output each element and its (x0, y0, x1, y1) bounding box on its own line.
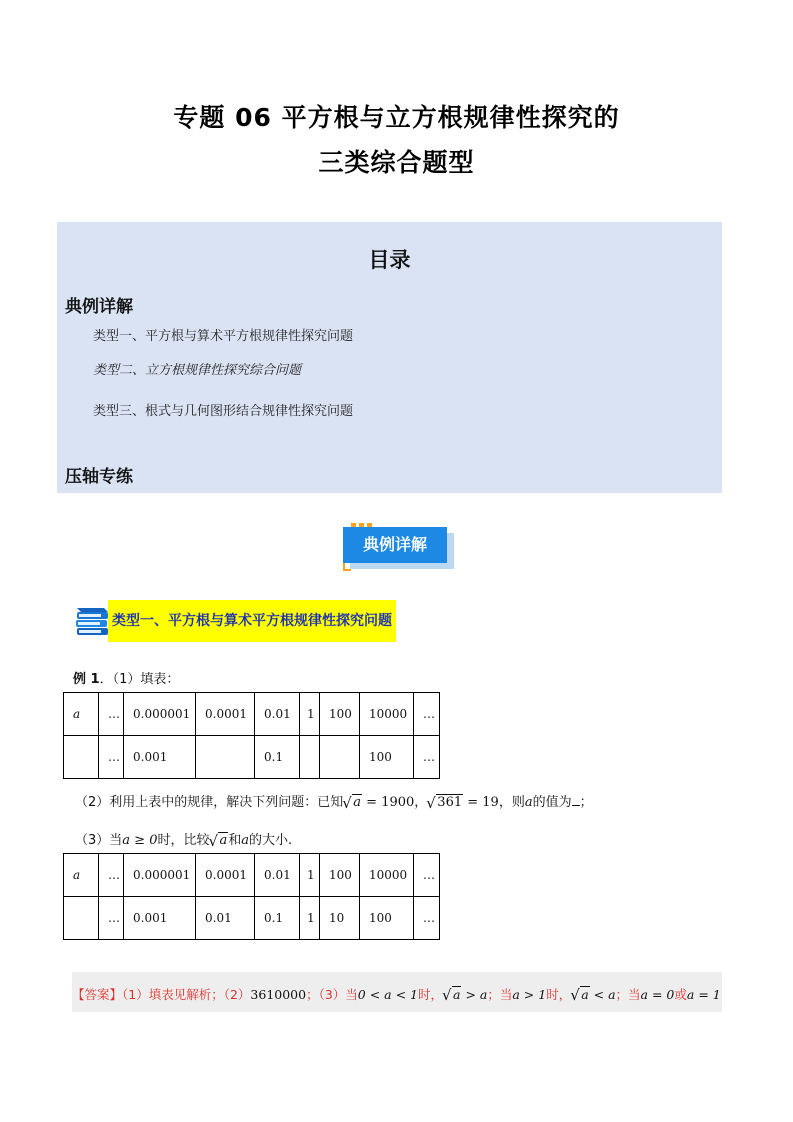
example-part-2 (75, 791, 593, 810)
sqrt-361 (427, 795, 463, 810)
section-badge (343, 523, 455, 571)
table-row (64, 854, 440, 897)
table-cell (64, 897, 99, 940)
sqrt-radicand: 361 (437, 795, 463, 810)
sqrt-radicand: a (353, 795, 362, 810)
example-1-intro (73, 668, 179, 687)
badge-label: 典例详解 (343, 527, 447, 563)
answer-relation: > a (461, 987, 488, 1002)
table-cell: 1 (300, 854, 320, 897)
part-3-text-d: 的大小. (249, 833, 293, 848)
answer-part: 时， (418, 987, 444, 1002)
table-cell: a (64, 854, 99, 897)
solution-table (63, 853, 440, 940)
badge-dots-decoration (351, 523, 373, 527)
example-number: 例 1 (73, 672, 100, 687)
toc-section-examples[interactable]: 典例详解 (65, 297, 133, 317)
answer-condition: a = 1 (686, 987, 721, 1002)
part-3-text-c: 和 (228, 833, 242, 848)
table-cell: 0.000001 (124, 693, 196, 736)
answer-box (72, 972, 722, 1012)
part-2-eq-1: = 1900， (362, 795, 428, 810)
table-of-contents (57, 222, 722, 493)
answer-blank[interactable] (572, 793, 580, 806)
answer-part: ；当 (615, 987, 641, 1002)
table-cell: 0.0001 (196, 693, 255, 736)
table-row (64, 736, 440, 779)
table-cell: … (414, 736, 440, 779)
toc-item-type-2[interactable]: 类型二、立方根规律性探究综合问题 (93, 363, 302, 378)
table-cell-blank[interactable] (196, 736, 255, 779)
badge-corner-decoration (343, 563, 351, 571)
toc-heading: 目录 (368, 248, 411, 272)
sqrt-a (209, 833, 228, 848)
part-2-tail: 的值为 (532, 795, 572, 810)
table-cell: 1 (300, 897, 320, 940)
sqrt-radicand: a (581, 987, 589, 1002)
sqrt-radicand: a (219, 833, 228, 848)
table-cell: 100 (320, 693, 360, 736)
toc-item-type-1[interactable]: 类型一、平方根与算术平方根规律性探究问题 (93, 329, 354, 344)
example-part-1: ．（1）填表： (99, 672, 180, 687)
table-cell: … (99, 736, 124, 779)
answer-part: ；（3）当 (306, 987, 358, 1002)
part-2-eq-2: = 19，则 (463, 795, 525, 810)
part-3-text-b: 时，比较 (157, 833, 210, 848)
page-title-line-1: 专题 06 平方根与立方根规律性探究的 (173, 103, 620, 132)
table-cell: 0.001 (124, 897, 196, 940)
part-2-end: ； (579, 795, 593, 810)
table-cell-blank[interactable] (300, 736, 320, 779)
table-cell: 1 (300, 693, 320, 736)
table-cell: 100 (360, 897, 414, 940)
answer-part: 时， (546, 987, 572, 1002)
table-cell: … (414, 854, 440, 897)
variable-a: a (524, 795, 533, 810)
example-part-3 (75, 829, 292, 848)
table-cell: a (64, 693, 99, 736)
answer-text (72, 985, 721, 1003)
table-row (64, 897, 440, 940)
sqrt-a (343, 795, 362, 810)
table-cell: … (414, 693, 440, 736)
fill-table (63, 692, 440, 779)
page-title-line-2: 三类综合题型 (318, 148, 475, 177)
table-cell: 100 (360, 736, 414, 779)
answer-condition: a = 0 (640, 987, 675, 1002)
table-cell: 10000 (360, 693, 414, 736)
table-cell: … (414, 897, 440, 940)
answer-relation: < a (589, 987, 616, 1002)
table-cell: … (99, 897, 124, 940)
table-cell: 0.01 (255, 693, 300, 736)
table-cell: 0.000001 (124, 854, 196, 897)
table-cell: 0.001 (124, 736, 196, 779)
answer-condition: 0 < a < 1 (357, 987, 418, 1002)
books-icon (74, 604, 110, 638)
answer-value: 3610000 (250, 987, 307, 1002)
answer-part: 或 (674, 987, 687, 1002)
answer-label: 【答案】 (72, 987, 123, 1002)
table-cell[interactable] (64, 736, 99, 779)
variable-a: a (241, 833, 250, 848)
sqrt-radicand: a (453, 987, 461, 1002)
table-cell: 0.01 (255, 854, 300, 897)
table-cell: 0.1 (255, 736, 300, 779)
table-cell: 10 (320, 897, 360, 940)
table-cell: 0.01 (196, 897, 255, 940)
sqrt-a (443, 987, 461, 1002)
part-3-text: （3）当 (75, 833, 123, 848)
answer-condition: a > 1 (512, 987, 547, 1002)
table-cell: 0.0001 (196, 854, 255, 897)
table-row (64, 693, 440, 736)
table-cell-blank[interactable] (320, 736, 360, 779)
toc-section-practice[interactable]: 压轴专练 (65, 467, 133, 487)
answer-part: （1）填表见解析；（2） (122, 987, 251, 1002)
type-1-label: 类型一、平方根与算术平方根规律性探究问题 (108, 600, 396, 642)
part-3-condition: a ≥ 0 (122, 833, 158, 848)
table-cell: 10000 (360, 854, 414, 897)
answer-part: ；当 (487, 987, 513, 1002)
toc-item-type-3[interactable]: 类型三、根式与几何图形结合规律性探究问题 (93, 404, 354, 419)
sqrt-a (571, 987, 589, 1002)
table-cell: … (99, 693, 124, 736)
table-cell: 100 (320, 854, 360, 897)
part-2-text: （2）利用上表中的规律，解决下列问题：已知 (75, 795, 344, 810)
table-cell: 0.1 (255, 897, 300, 940)
table-cell: … (99, 854, 124, 897)
